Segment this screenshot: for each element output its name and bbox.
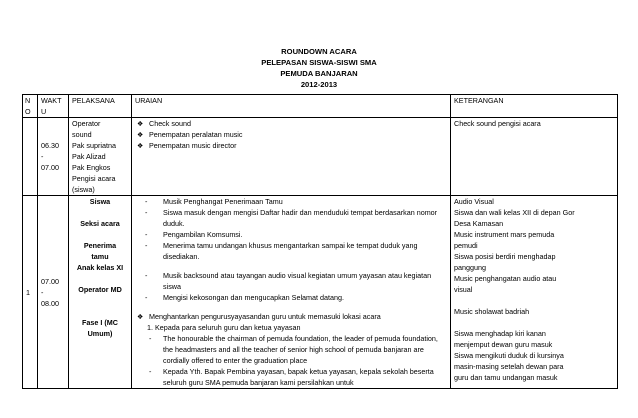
title-line-1: ROUNDOWN ACARA: [281, 47, 357, 56]
list-item: - Menerima tamu undangan khusus mengantarkan sampai ke tempat duduk yang disediakan.: [145, 241, 418, 261]
pelaksana-siswa: Siswa: [89, 197, 111, 206]
row2-waktu: 07.00 - 08.00: [38, 196, 69, 389]
diamond-bullet-icon: ❖: [137, 141, 144, 150]
row1-waktu: 06.30 - 07.00: [38, 118, 69, 196]
keterangan-line: panggung: [454, 263, 486, 272]
keterangan-line: [454, 317, 614, 328]
table-row: [23, 196, 618, 389]
diamond-bullet-icon: ❖: [137, 119, 144, 128]
header-uraian: URAIAN: [132, 95, 451, 118]
pelaksana-fase-1: Fase I (MC Umum): [82, 318, 118, 338]
keterangan-line: Siswa menghadap kiri kanan: [454, 329, 546, 338]
list-item: ❖ Penempatan music director: [137, 141, 237, 150]
keterangan-line: Siswa mengikuti duduk di kursinya: [454, 351, 564, 360]
row2-uraian: [132, 196, 451, 389]
list-item: - The honourable the chairman of pemuda foundation, the leader of pemuda foundation, the headmasters and all the teacher of senior high school of pemuda banjaran are cordially offered to enter the graduation place: [149, 334, 438, 365]
header-no: N O: [23, 95, 38, 118]
row2-no: 1: [23, 196, 38, 389]
header-keterangan: KETERANGAN: [451, 95, 618, 118]
dash-marker: -: [145, 197, 148, 206]
keterangan-line: visual: [454, 285, 473, 294]
row2-keterangan: [451, 196, 618, 389]
pelaksana-operator: Operator MD: [78, 285, 122, 294]
dash-marker: -: [145, 293, 148, 302]
table-header-row: [23, 95, 618, 118]
list-item: ❖ Penempatan peralatan music: [137, 130, 243, 139]
dash-marker: -: [145, 230, 148, 239]
header-waktu: WAKT U: [38, 95, 69, 118]
keterangan-line: Audio Visual: [454, 197, 494, 206]
list-item: - Kepada Yth. Bapak Pembina yayasan, bapak ketua yayasan, kepala sekolah beserta seluruh guru SMA pemuda banjaran kami persilahkan untuk: [149, 367, 434, 387]
keterangan-line: pemudi: [454, 241, 478, 250]
table-row: [23, 118, 618, 196]
dash-marker: -: [145, 271, 148, 280]
keterangan-line: Music penghangatan audio atau: [454, 274, 557, 283]
keterangan-line: Siswa dan wali kelas XII di depan Gor: [454, 208, 575, 217]
rundown-table: [22, 94, 618, 389]
dash-marker: -: [149, 367, 152, 376]
keterangan-line: Siswa posisi berdiri menghadap: [454, 252, 556, 261]
list-item: - Siswa masuk dengan mengisi Daftar hadir dan menduduki tempat berdasarkan nomor duduk.: [145, 208, 438, 228]
keterangan-line: masin-masing setelah dewan para: [454, 362, 564, 371]
row1-keterangan: Check sound pengisi acara: [451, 118, 618, 196]
dash-marker: -: [145, 241, 148, 250]
dash-marker: -: [145, 208, 148, 217]
title-line-2: PELEPASAN SISWA-SISWI SMA: [261, 58, 377, 67]
header-pelaksana: PELAKSANA: [69, 95, 132, 118]
row1-no: [23, 118, 38, 196]
title-line-4: 2012-2013: [300, 80, 338, 89]
list-item: - Musik backsound atau tayangan audio visual kegiatan umum yayasan atau kegiatan siswa: [145, 271, 432, 291]
keterangan-line: menjemput dewan guru masuk: [454, 340, 553, 349]
row2-pelaksana: [69, 196, 132, 389]
pelaksana-seksi-acara: Seksi acara: [80, 219, 120, 228]
title-line-3: PEMUDA BANJARAN: [280, 69, 358, 78]
diamond-bullet-icon: ❖: [137, 130, 144, 139]
numbered-item: 1. Kepada para seluruh guru dan ketua yayasan: [147, 323, 301, 332]
keterangan-line: Music sholawat badriah: [454, 307, 530, 316]
row1-pelaksana: Operator sound Pak supriatna Pak Alizad Pak Engkos Pengisi acara (siswa): [69, 118, 132, 196]
list-item: - Mengisi kekosongan dan mengucapkan Selamat datang.: [145, 293, 345, 302]
keterangan-line: guru dan tamu undangan masuk: [454, 373, 558, 382]
keterangan-line: Desa Kamasan: [454, 219, 504, 228]
list-item: ❖ Menghantarkan pengurusyayasandan guru untuk memasuki lokasi acara: [137, 312, 381, 321]
keterangan-line: [454, 295, 614, 306]
list-item: - Pengambilan Komsumsi.: [145, 230, 243, 239]
row1-uraian: [132, 118, 451, 196]
list-item: ❖ Check sound: [137, 119, 191, 128]
dash-marker: -: [149, 334, 152, 343]
diamond-bullet-icon: ❖: [137, 312, 144, 321]
list-item: - Musik Penghangat Penerimaan Tamu: [145, 197, 283, 206]
pelaksana-penerima-tamu: Penerima tamu Anak kelas XI: [76, 241, 124, 272]
keterangan-line: Music instrument mars pemuda: [454, 230, 555, 239]
